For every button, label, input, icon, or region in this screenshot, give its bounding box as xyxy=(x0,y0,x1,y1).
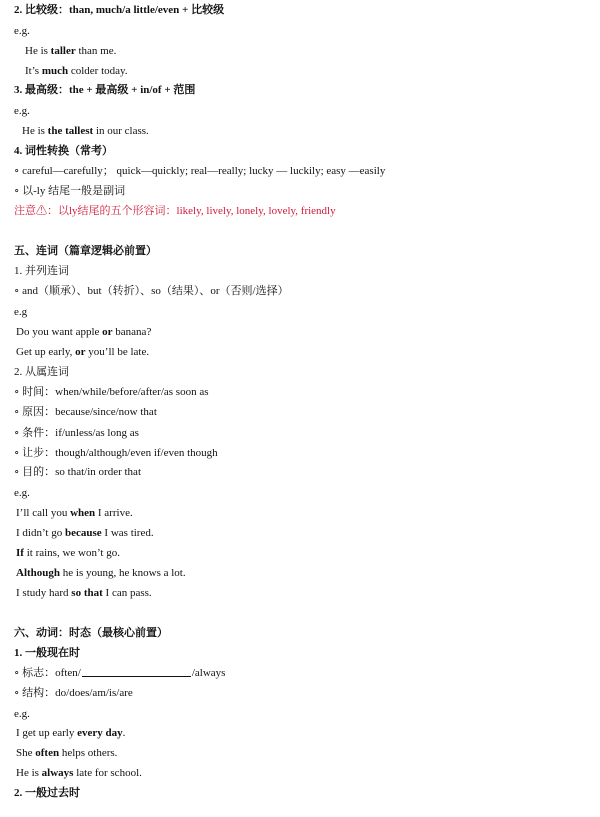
eg-label: e.g. xyxy=(14,487,30,499)
example-sentence: He is always late for school. xyxy=(16,767,142,779)
example-sentence: Although he is young, he knows a lot. xyxy=(16,567,186,579)
subheading: 2. 从属连词 xyxy=(14,366,69,378)
bullet-item: ∘ 标志：often/ /always xyxy=(14,667,226,679)
example-sentence: If it rains, we won’t go. xyxy=(16,547,120,559)
note-warning: 注意⚠：以ly结尾的五个形容词：likely, lively, lonely, lovely, friendly xyxy=(14,205,336,217)
subheading: 1. 一般现在时 xyxy=(14,647,80,659)
verb-tense-heading: 六、动词：时态（最核心前置） xyxy=(14,627,168,639)
fill-in-blank xyxy=(82,666,191,677)
bullet-item: ∘ 原因：because/since/now that xyxy=(14,406,157,418)
eg-label: e.g. xyxy=(14,25,30,37)
subheading: 1. 并列连词 xyxy=(14,265,69,277)
example-sentence: I study hard so that I can pass. xyxy=(16,587,152,599)
eg-label: e.g. xyxy=(14,708,30,720)
subheading: 2. 一般过去时 xyxy=(14,787,80,799)
eg-label: e.g. xyxy=(14,105,30,117)
bullet-item: ∘ 结构：do/does/am/is/are xyxy=(14,687,133,699)
bullet-item: ∘ 目的：so that/in order that xyxy=(14,466,141,478)
bullet-item: ∘ careful—carefully； quick—quickly; real—really; lucky — luckily; easy —easily xyxy=(14,165,386,177)
eg-label: e.g xyxy=(14,306,28,318)
example-sentence: She often helps others. xyxy=(16,747,118,759)
example-sentence: I didn’t go because I was tired. xyxy=(16,527,154,539)
bullet-item: ∘ and（顺承）、but（转折）、so（结果）、or（否则/选择） xyxy=(14,285,289,297)
bullet-item: ∘ 以-ly 结尾一般是副词 xyxy=(14,185,126,197)
word-conversion-heading: 4. 词性转换（常考） xyxy=(14,145,113,157)
bullet-item: ∘ 条件：if/unless/as long as xyxy=(14,427,139,439)
example-sentence: Do you want apple or banana? xyxy=(16,326,152,338)
example-sentence: I get up early every day. xyxy=(16,727,126,739)
bullet-item: ∘ 时间：when/while/before/after/as soon as xyxy=(14,386,209,398)
example-sentence: I’ll call you when I arrive. xyxy=(16,507,133,519)
superlative-heading: 3. 最高级：the + 最高级 + in/of + 范围 xyxy=(14,84,196,96)
example-sentence: He is taller than me. xyxy=(25,45,117,57)
example-sentence: Get up early, or you’ll be late. xyxy=(16,346,150,358)
example-sentence: It’s much colder today. xyxy=(25,65,128,77)
bullet-item: ∘ 让步：though/although/even if/even though xyxy=(14,447,218,459)
example-sentence: He is the tallest in our class. xyxy=(22,125,149,137)
comparative-heading: 2. 比较级：than, much/a little/even + 比较级 xyxy=(14,4,225,16)
conjunctions-heading: 五、连词（篇章逻辑必前置） xyxy=(14,245,157,257)
